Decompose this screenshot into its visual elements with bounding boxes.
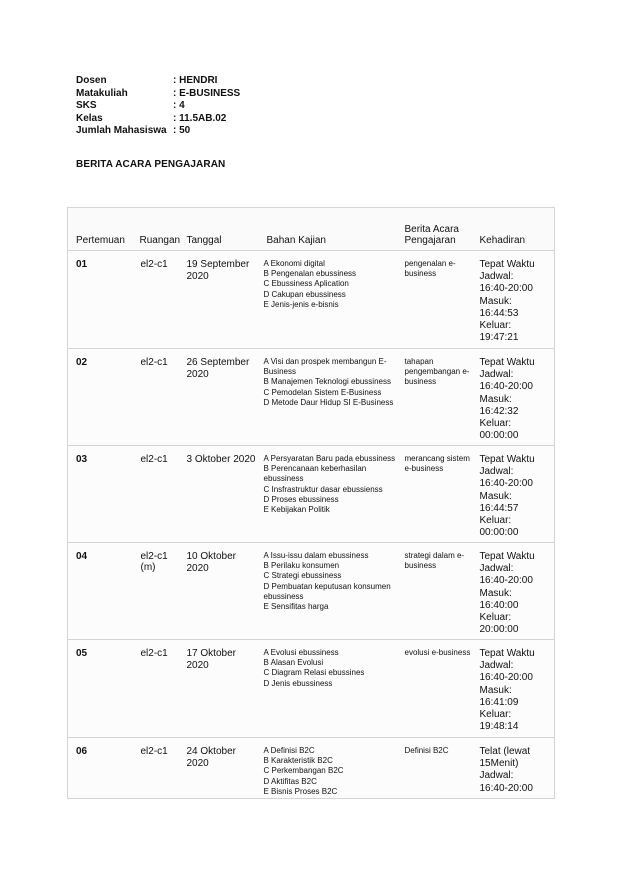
attendance-line: Masuk:: [479, 684, 512, 696]
info-label: Dosen: [76, 75, 107, 86]
header-ruangan: Ruangan: [131, 208, 182, 251]
attendance-line: Tepat Waktu: [479, 648, 535, 659]
cell-ruangan: el2-c1: [131, 446, 182, 543]
topic-item: A Evolusi ebussiness: [263, 648, 339, 657]
info-row-jumlah-mahasiswa: [76, 125, 240, 138]
header-berita-acara: Berita Acara Pengajaran: [400, 208, 475, 251]
cell-berita-acara: pengenalan e-business: [400, 251, 475, 349]
info-label: Jumlah Mahasiswa: [76, 125, 167, 136]
topic-item: E Jenis-jenis e-bisnis: [263, 299, 339, 309]
cell-pertemuan: 05: [68, 640, 131, 738]
attendance-line: 16:41:09: [479, 696, 519, 708]
attendance-line: Telat (lewat 15Menit): [479, 746, 531, 770]
topic-item: D Pembuatan keputusan konsumen ebussiness: [263, 581, 391, 601]
attendance-line: 16:40-20:00: [479, 575, 533, 587]
info-row-sks: [76, 100, 240, 113]
cell-tanggal: 3 Oktober 2020: [182, 446, 260, 543]
teaching-report-table: [67, 207, 555, 799]
topic-item: D Cakupan ebussiness: [263, 289, 346, 299]
cell-berita-acara: merancang sistem e-business: [400, 446, 475, 543]
cell-ruangan: el2-c1 (m): [131, 543, 182, 640]
cell-berita-acara: evolusi e-business: [400, 640, 475, 738]
table-row: [68, 640, 555, 738]
cell-berita-acara: Definisi B2C: [400, 738, 475, 799]
cell-bahan-kajian: [260, 251, 400, 349]
table-row: [68, 738, 555, 799]
topic-item: B Manajemen Teknologi ebussiness: [263, 377, 391, 387]
info-value: : E-BUSINESS: [173, 87, 241, 99]
course-info: [76, 75, 240, 138]
header-tanggal: Tanggal: [182, 208, 260, 251]
cell-tanggal: 24 Oktober 2020: [182, 738, 260, 799]
cell-bahan-kajian: [260, 543, 400, 640]
header-kehadiran: Kehadiran: [475, 208, 555, 251]
cell-tanggal: 19 September 2020: [182, 251, 260, 349]
info-row-kelas: [76, 113, 240, 126]
cell-tanggal: 17 Oktober 2020: [182, 640, 260, 738]
attendance-line: 16:40-20:00: [479, 381, 533, 393]
info-value: : 50: [173, 125, 191, 136]
cell-bahan-kajian: [260, 446, 400, 543]
attendance-line: 16:40-20:00: [479, 478, 533, 490]
attendance-line: Tepat Waktu: [479, 454, 535, 465]
info-label: Matakuliah: [76, 87, 128, 99]
topic-item: A Issu-issu dalam ebussiness: [263, 551, 369, 560]
topic-item: A Ekonomi digital: [263, 259, 325, 268]
cell-pertemuan: 04: [68, 543, 131, 640]
table-row: [68, 251, 555, 349]
info-value: : 11.5AB.02: [173, 112, 227, 124]
info-label: SKS: [76, 100, 97, 111]
table-body: [68, 251, 555, 799]
info-row-dosen: [76, 75, 240, 88]
teaching-report-table-wrapper: [67, 207, 554, 799]
attendance-line: 19:48:14: [479, 721, 519, 733]
table-row: [68, 446, 555, 543]
cell-bahan-kajian: [260, 349, 400, 446]
table-row: [68, 543, 555, 640]
attendance-line: 16:40-20:00: [479, 782, 533, 794]
topic-item: E Bisnis Proses B2C: [263, 786, 338, 796]
header-pertemuan: Pertemuan: [68, 208, 131, 251]
cell-tanggal: 10 Oktober 2020: [182, 543, 260, 640]
attendance-line: Masuk:: [479, 295, 512, 307]
cell-kehadiran: [475, 251, 555, 349]
attendance-line: 16:40-20:00: [479, 672, 533, 684]
cell-kehadiran: [475, 738, 555, 799]
cell-berita-acara: strategi dalam e-business: [400, 543, 475, 640]
info-value: : 4: [173, 100, 185, 111]
attendance-line: 20:00:00: [479, 624, 519, 636]
topic-item: A Definisi B2C: [263, 746, 315, 755]
attendance-line: Keluar:: [479, 612, 512, 624]
attendance-line: Jadwal:: [479, 563, 514, 575]
attendance-line: Jadwal:: [479, 271, 514, 283]
info-value: : HENDRI: [173, 75, 218, 86]
cell-ruangan: el2-c1: [131, 251, 182, 349]
cell-kehadiran: [475, 349, 555, 446]
cell-bahan-kajian: [260, 738, 400, 799]
table-row: [68, 349, 555, 446]
attendance-line: Jadwal:: [479, 369, 514, 381]
attendance-line: Jadwal:: [479, 660, 514, 672]
topic-item: D Jenis ebussiness: [263, 678, 333, 688]
attendance-line: 16:44:57: [479, 502, 519, 514]
cell-pertemuan: 06: [68, 738, 131, 799]
topic-item: B Alasan Evolusi: [263, 658, 324, 668]
topic-item: C Diagram Relasi ebussines: [263, 668, 365, 678]
attendance-line: 00:00:00: [479, 527, 519, 539]
cell-pertemuan: 01: [68, 251, 131, 349]
cell-ruangan: el2-c1: [131, 738, 182, 799]
topic-item: C Strategi ebussiness: [263, 571, 342, 581]
topic-item: A Persyaratan Baru pada ebussiness: [263, 454, 396, 463]
cell-kehadiran: [475, 640, 555, 738]
attendance-line: Keluar:: [479, 515, 512, 527]
attendance-line: 16:42:32: [479, 405, 519, 417]
attendance-line: 16:40:00: [479, 599, 519, 611]
topic-item: C Ebussiness Aplication: [263, 279, 349, 289]
attendance-line: Masuk:: [479, 490, 512, 502]
cell-berita-acara: tahapan pengembangan e-business: [400, 349, 475, 446]
cell-tanggal: 26 September 2020: [182, 349, 260, 446]
topic-item: C Pemodelan Sistem E-Business: [263, 387, 382, 397]
attendance-line: 19:47:21: [479, 332, 519, 344]
attendance-line: 00:00:00: [479, 430, 519, 442]
cell-ruangan: el2-c1: [131, 640, 182, 738]
topic-item: B Karakteristik B2C: [263, 756, 333, 766]
page-title: BERITA ACARA PENGAJARAN: [76, 159, 226, 170]
attendance-line: Keluar:: [479, 709, 512, 721]
table-header-row: [68, 208, 555, 251]
cell-pertemuan: 02: [68, 349, 131, 446]
attendance-line: Jadwal:: [479, 770, 514, 782]
topic-item: D Aktifitas B2C: [263, 776, 317, 786]
cell-pertemuan: 03: [68, 446, 131, 543]
topic-item: C Insfrastruktur dasar ebussienss: [263, 484, 383, 494]
attendance-line: 16:40-20:00: [479, 283, 533, 295]
attendance-line: Masuk:: [479, 587, 512, 599]
info-row-matakuliah: [76, 88, 240, 101]
attendance-line: Masuk:: [479, 393, 512, 405]
cell-kehadiran: [475, 543, 555, 640]
topic-item: D Metode Daur Hidup SI E-Business: [263, 397, 394, 407]
topic-item: B Perilaku konsumen: [263, 561, 340, 571]
header-bahan-kajian: Bahan Kajian: [260, 208, 400, 251]
attendance-line: Tepat Waktu: [479, 259, 535, 270]
attendance-line: Tepat Waktu: [479, 357, 535, 368]
attendance-line: Keluar:: [479, 418, 512, 430]
topic-item: E Sensifitas harga: [263, 602, 329, 612]
attendance-line: 16:44:53: [479, 307, 519, 319]
cell-ruangan: el2-c1: [131, 349, 182, 446]
cell-kehadiran: [475, 446, 555, 543]
attendance-line: Keluar:: [479, 320, 512, 332]
topic-item: D Proses ebussiness: [263, 494, 339, 504]
attendance-line: Tepat Waktu: [479, 551, 535, 562]
attendance-line: Jadwal:: [479, 466, 514, 478]
topic-item: A Visi dan prospek membangun E- Business: [263, 357, 387, 377]
info-label: Kelas: [76, 112, 103, 124]
topic-item: E Kebijakan Politik: [263, 505, 330, 515]
topic-item: B Perencanaan keberhasilan ebussiness: [263, 464, 367, 484]
cell-bahan-kajian: [260, 640, 400, 738]
topic-item: C Perkembangan B2C: [263, 766, 344, 776]
topic-item: B Pengenalan ebussiness: [263, 269, 357, 279]
